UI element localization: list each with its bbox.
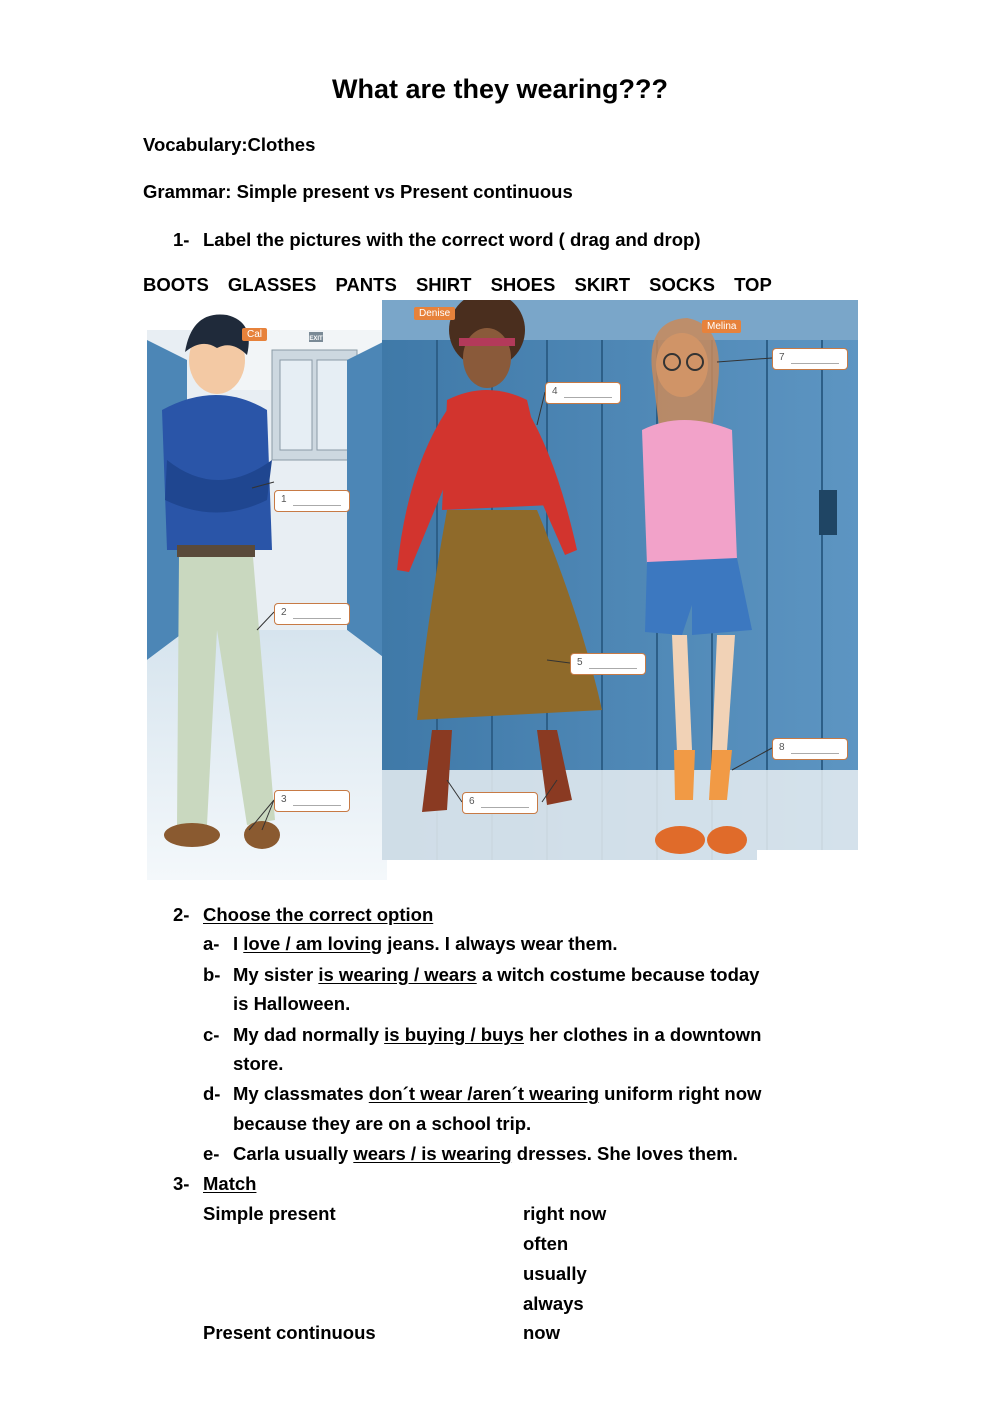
- grammar-line: Grammar: Simple present vs Present continuous: [143, 181, 573, 202]
- label-box-8[interactable]: 8: [772, 738, 848, 760]
- exercise3-heading: Match: [203, 1173, 257, 1194]
- item-letter: b-: [203, 964, 221, 985]
- vocabulary-line: Vocabulary:Clothes: [143, 134, 316, 155]
- match-right-item[interactable]: always: [523, 1293, 584, 1314]
- label-box-4[interactable]: 4: [545, 382, 621, 404]
- word-bank-item[interactable]: TOP: [734, 274, 772, 295]
- item-letter: a-: [203, 933, 220, 954]
- word-bank-item[interactable]: SHIRT: [415, 274, 472, 295]
- word-bank-item[interactable]: SHOES: [490, 274, 556, 295]
- word-bank-item[interactable]: SKIRT: [574, 274, 631, 295]
- match-right-item[interactable]: right now: [523, 1203, 607, 1224]
- exercise2-heading: Choose the correct option: [203, 904, 434, 925]
- match-right-item[interactable]: often: [523, 1233, 569, 1254]
- label-box-6[interactable]: 6: [462, 792, 538, 814]
- item-d-continued: because they are on a school trip.: [233, 1113, 532, 1134]
- exit-sign: EXIT: [309, 336, 323, 342]
- item-c-continued: store.: [233, 1053, 284, 1074]
- word-bank-item[interactable]: SOCKS: [649, 274, 715, 295]
- item-a: I love / am loving jeans. I always wear them.: [233, 933, 618, 954]
- word-bank: [143, 274, 786, 296]
- item-c: My dad normally is buying / buys her clothes in a downtown: [233, 1024, 762, 1045]
- item-letter: c-: [203, 1024, 220, 1045]
- exercise3-number: 3-: [173, 1173, 190, 1194]
- name-tag-denise: Denise: [414, 307, 455, 320]
- label-box-5[interactable]: 5: [570, 653, 646, 675]
- match-right-item[interactable]: usually: [523, 1263, 587, 1284]
- page-title: What are they wearing???: [331, 74, 669, 104]
- option-choice[interactable]: is wearing / wears: [318, 964, 477, 985]
- name-tag-cal: Cal: [242, 328, 267, 341]
- option-choice[interactable]: don´t wear /aren´t wearing: [368, 1083, 600, 1104]
- match-left-item[interactable]: Present continuous: [203, 1322, 376, 1343]
- item-d: My classmates don´t wear /aren´t wearing uniform right now: [233, 1083, 762, 1104]
- item-b: My sister is wearing / wears a witch costume because today: [233, 964, 760, 985]
- label-box-7[interactable]: 7: [772, 348, 848, 370]
- label-box-1[interactable]: 1: [274, 490, 350, 512]
- option-choice[interactable]: is buying / buys: [384, 1024, 524, 1045]
- option-choice[interactable]: love / am loving: [243, 933, 383, 954]
- word-bank-item[interactable]: GLASSES: [227, 274, 317, 295]
- item-letter: d-: [203, 1083, 221, 1104]
- item-e: Carla usually wears / is wearing dresses. She loves them.: [233, 1143, 738, 1164]
- exercise2-number: 2-: [173, 904, 190, 925]
- word-bank-item[interactable]: PANTS: [335, 274, 397, 295]
- label-box-3[interactable]: 3: [274, 790, 350, 812]
- clothes-illustration: [147, 300, 858, 880]
- match-right-item[interactable]: now: [523, 1322, 560, 1343]
- item-letter: e-: [203, 1143, 220, 1164]
- exercise1-number: 1-: [173, 229, 190, 250]
- exercise1-instruction: Label the pictures with the correct word ( drag and drop): [203, 229, 701, 250]
- option-choice[interactable]: wears / is wearing: [353, 1143, 512, 1164]
- word-bank-item[interactable]: BOOTS: [143, 274, 209, 295]
- item-b-continued: is Halloween.: [233, 993, 351, 1014]
- match-left-item[interactable]: Simple present: [203, 1203, 336, 1224]
- label-box-2[interactable]: 2: [274, 603, 350, 625]
- name-tag-melina: Melina: [702, 320, 741, 333]
